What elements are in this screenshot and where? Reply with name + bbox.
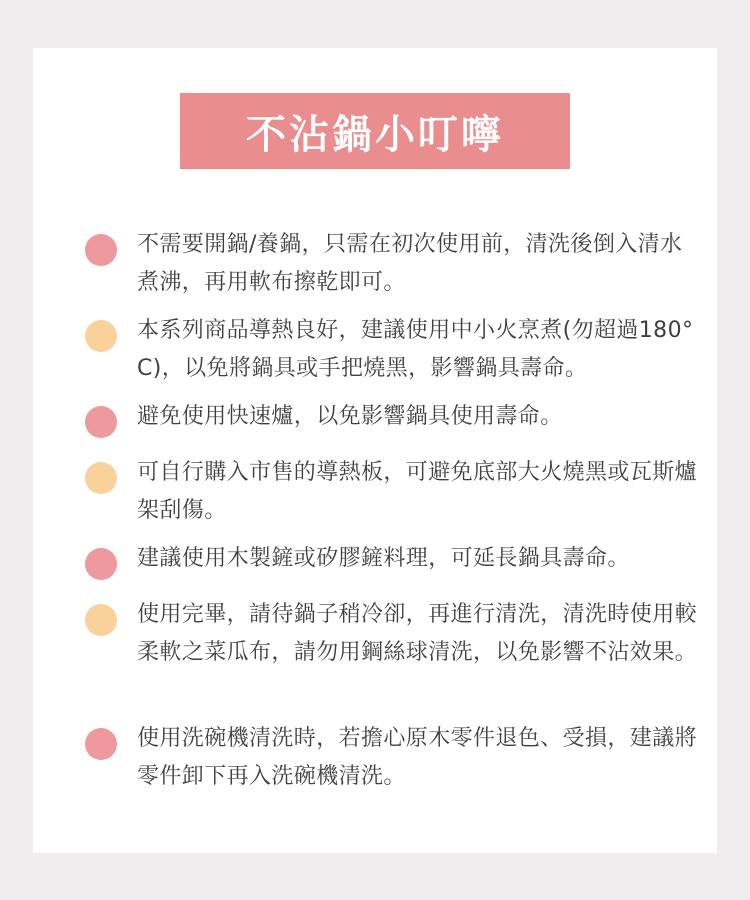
bullet-circle-icon	[85, 320, 117, 352]
page-title: 不沾鍋小叮嚀	[246, 110, 504, 158]
bullet-circle-icon	[85, 728, 117, 760]
tips-card	[33, 48, 717, 853]
tip-text: 使用洗碗機清洗時，若擔心原木零件退色、受損，建議將零件卸下再入洗碗機清洗。	[137, 726, 698, 789]
bullet-circle-icon	[85, 462, 117, 494]
bullet-circle-icon	[85, 604, 117, 636]
tip-text: 可自行購入市售的導熱板，可避免底部大火燒黑或瓦斯爐架刮傷。	[137, 460, 698, 523]
tip-text: 本系列商品導熱良好，建議使用中小火烹煮(勿超過180°C)，以免將鍋具或手把燒黑，影響鍋具壽命。	[137, 318, 694, 381]
tips-list	[33, 48, 717, 853]
tip-text: 不需要開鍋/養鍋，只需在初次使用前，清洗後倒入清水煮沸，再用軟布擦乾即可。	[137, 232, 683, 295]
bullet-circle-icon	[85, 548, 117, 580]
bullet-circle-icon	[85, 406, 117, 438]
tip-text: 使用完畢，請待鍋子稍冷卻，再進行清洗，清洗時使用較柔軟之菜瓜布，請勿用鋼絲球清洗，以免影響不沾效果。	[137, 602, 698, 665]
bullet-circle-icon	[85, 234, 117, 266]
tip-text: 避免使用快速爐，以免影響鍋具使用壽命。	[137, 404, 563, 429]
tip-text: 建議使用木製鏟或矽膠鏟料理，可延長鍋具壽命。	[137, 546, 630, 571]
